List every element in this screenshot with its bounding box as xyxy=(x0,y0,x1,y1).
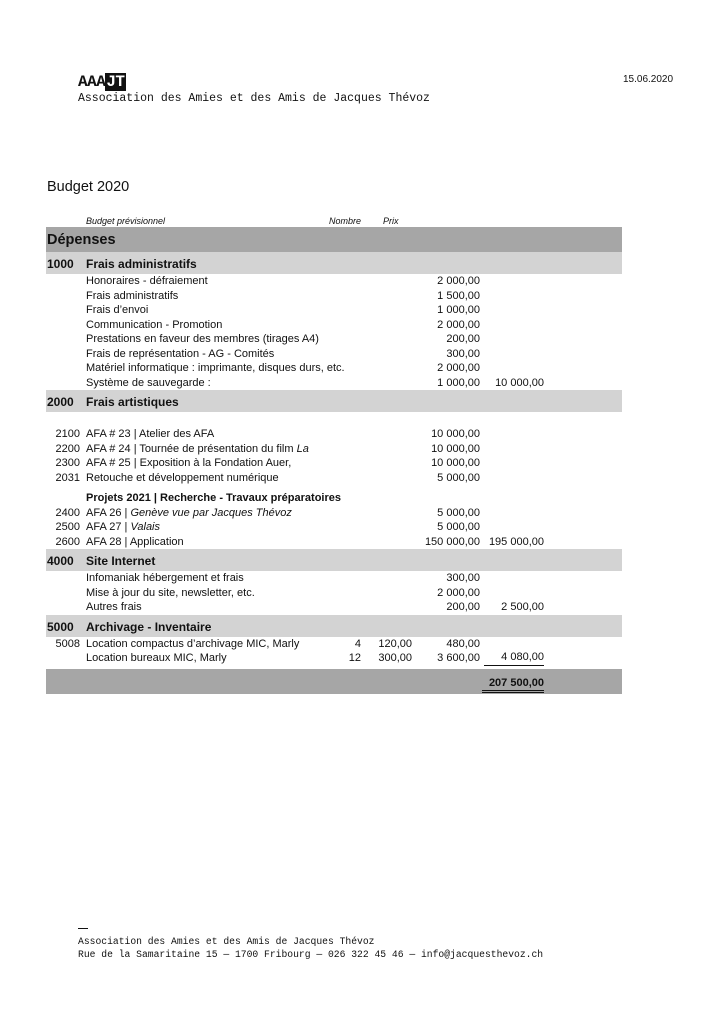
table-row xyxy=(46,303,622,318)
table-row xyxy=(46,456,622,471)
item-code: 2600 xyxy=(55,535,80,548)
section-code: 2000 xyxy=(47,395,74,409)
column-header-description: Budget prévisionnel xyxy=(86,216,166,226)
table-row xyxy=(46,442,622,457)
item-description-text: AFA 27 | xyxy=(86,521,131,533)
page-title: Budget 2020 xyxy=(47,179,130,195)
item-quantity: 4 xyxy=(354,637,361,650)
column-header-quantity: Nombre xyxy=(329,216,362,226)
item-amount: 3 600,00 xyxy=(437,652,480,664)
section-total: 2 500,00 xyxy=(501,601,544,613)
logo-suffix: JT xyxy=(106,73,125,91)
item-quantity: 12 xyxy=(348,652,361,664)
section-total: 10 000,00 xyxy=(495,376,544,389)
item-description: AFA # 23 | Atelier des AFA xyxy=(86,428,215,440)
section-header-5000 xyxy=(46,615,622,637)
item-description: AFA # 25 | Exposition à la Fondation Auer, xyxy=(86,457,292,469)
association-name: Association des Amies et des Amis de Jacques Thévoz xyxy=(78,92,430,105)
footer-dash xyxy=(78,928,88,929)
item-code: 2300 xyxy=(55,457,80,469)
column-header-row xyxy=(46,212,622,227)
item-description-text: AFA 26 | xyxy=(86,506,131,519)
item-description: Retouche et développement numérique xyxy=(86,471,279,484)
item-description: Système de sauvegarde : xyxy=(86,376,211,389)
table-row xyxy=(46,571,622,586)
section-total: 4 080,00 xyxy=(484,651,544,666)
table-row xyxy=(46,506,622,521)
logo-prefix: AAA xyxy=(78,73,106,91)
item-amount: 300,00 xyxy=(446,572,480,584)
item-description: Location bureaux MIC, Marly xyxy=(86,652,227,664)
item-amount: 10 000,00 xyxy=(431,428,480,440)
section-header-2000 xyxy=(46,390,622,412)
subheading-row xyxy=(46,491,622,506)
item-amount: 150 000,00 xyxy=(424,535,480,548)
document-date: 15.06.2020 xyxy=(623,74,674,85)
table-row xyxy=(46,586,622,601)
grand-total-row xyxy=(46,669,622,694)
item-code: 2500 xyxy=(55,521,80,533)
section-code: 1000 xyxy=(47,257,74,271)
table-row xyxy=(46,361,622,376)
item-amount: 1 500,00 xyxy=(437,289,480,302)
item-description: Frais de représentation - AG - Comités xyxy=(86,347,275,360)
item-description: Matériel informatique : imprimante, disques durs, etc. xyxy=(86,362,345,374)
item-price: 120,00 xyxy=(378,637,412,650)
table-row xyxy=(46,600,622,615)
section-name: Site Internet xyxy=(86,554,156,568)
item-description-italic: La xyxy=(296,442,309,455)
table-row xyxy=(46,332,622,347)
item-description xyxy=(86,520,160,535)
expenses-label: Dépenses xyxy=(47,232,116,248)
item-amount: 2 000,00 xyxy=(437,275,480,287)
section-total: 195 000,00 xyxy=(488,535,544,548)
expenses-header xyxy=(46,227,622,252)
item-code: 2031 xyxy=(55,471,80,484)
item-code: 2200 xyxy=(55,442,80,455)
item-description-italic: Genève vue par Jacques Thévoz xyxy=(130,506,292,519)
item-amount: 5 000,00 xyxy=(437,506,480,519)
table-row xyxy=(46,376,622,391)
item-description: Honoraires - défraiement xyxy=(86,275,208,287)
item-amount: 5 000,00 xyxy=(437,471,480,484)
item-description: Communication - Promotion xyxy=(86,318,223,331)
section-name: Frais administratifs xyxy=(86,257,197,271)
item-description: Prestations en faveur des membres (tirages A4) xyxy=(86,333,319,345)
table-row xyxy=(46,347,622,362)
table-row xyxy=(46,471,622,486)
item-description xyxy=(86,506,292,521)
section-name: Archivage - Inventaire xyxy=(86,619,212,634)
budget-table xyxy=(46,212,622,694)
item-code: 2100 xyxy=(55,428,80,440)
section-name: Frais artistiques xyxy=(86,395,179,409)
footer-address: Rue de la Samaritaine 15 — 1700 Fribourg — 026 322 45 46 — info@jacquesthevoz.ch xyxy=(78,949,544,960)
association-logo xyxy=(78,73,126,91)
item-amount: 1 000,00 xyxy=(437,376,480,389)
section-code: 5000 xyxy=(47,619,74,634)
item-amount: 5 000,00 xyxy=(437,521,480,533)
item-description: Autres frais xyxy=(86,601,142,613)
item-description: Location compactus d’archivage MIC, Marly xyxy=(86,637,300,650)
item-amount: 10 000,00 xyxy=(431,442,480,455)
column-header-price: Prix xyxy=(383,216,399,226)
footer-association: Association des Amies et des Amis de Jacques Thévoz xyxy=(78,936,375,947)
item-amount: 2 000,00 xyxy=(437,318,480,331)
item-description: AFA 28 | Application xyxy=(86,535,184,548)
table-row xyxy=(46,520,622,535)
item-code: 2400 xyxy=(55,506,80,519)
item-description-italic: Valais xyxy=(130,521,161,533)
item-description xyxy=(86,442,309,457)
item-description: Frais administratifs xyxy=(86,289,179,302)
item-description-text: AFA # 24 | Tournée de présentation du film xyxy=(86,442,297,455)
item-amount: 2 000,00 xyxy=(437,586,480,599)
item-description: Frais d’envoi xyxy=(86,304,149,316)
item-amount: 300,00 xyxy=(446,347,480,360)
item-amount: 2 000,00 xyxy=(437,362,480,374)
item-description: Mise à jour du site, newsletter, etc. xyxy=(86,586,255,599)
item-price: 300,00 xyxy=(378,652,412,664)
item-amount: 480,00 xyxy=(446,637,480,650)
item-amount: 1 000,00 xyxy=(437,304,480,316)
grand-total: 207 500,00 xyxy=(482,677,544,693)
subheading: Projets 2021 | Recherche - Travaux préparatoires xyxy=(86,492,341,504)
section-header-4000 xyxy=(46,549,622,571)
footer xyxy=(78,928,543,961)
section-code: 4000 xyxy=(47,554,74,568)
item-description: Infomaniak hébergement et frais xyxy=(86,572,244,584)
table-row xyxy=(46,651,622,666)
table-row xyxy=(46,274,622,289)
section-header-1000 xyxy=(46,252,622,274)
item-code: 5008 xyxy=(55,637,80,650)
item-amount: 10 000,00 xyxy=(431,457,480,469)
item-amount: 200,00 xyxy=(446,601,480,613)
table-row xyxy=(46,427,622,442)
table-row xyxy=(46,535,622,550)
table-row xyxy=(46,637,622,652)
table-row xyxy=(46,289,622,304)
item-amount: 200,00 xyxy=(446,333,480,345)
table-row xyxy=(46,318,622,333)
